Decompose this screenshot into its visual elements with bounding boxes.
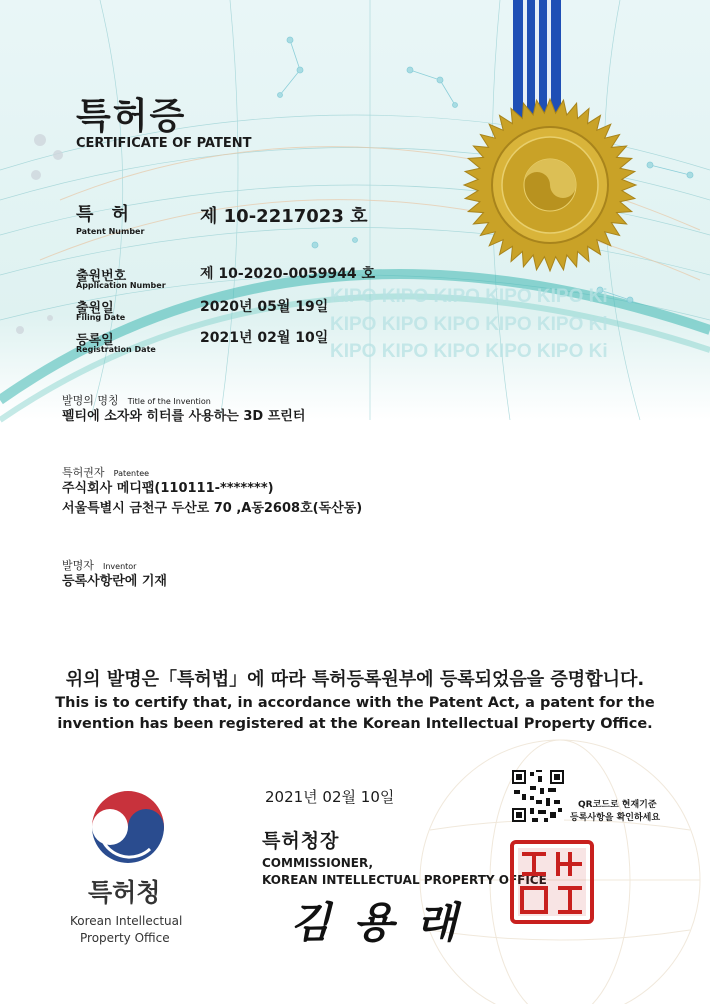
logo-name-ko: 특허청 bbox=[88, 878, 161, 907]
issue-date: 2021년 02월 10일 bbox=[265, 788, 395, 806]
patentee-address: 서울특별시 금천구 두산로 70 ,A동2608호(독산동) bbox=[62, 501, 363, 516]
invention-label-en: Title of the Invention bbox=[127, 397, 211, 406]
patent-number-value: 제 10-2217023 호 bbox=[200, 206, 368, 227]
page-subtitle: CERTIFICATE OF PATENT bbox=[76, 136, 252, 151]
certification-statement-en-line1: This is to certify that, in accordance with the Patent Act, a patent for the bbox=[55, 695, 655, 711]
filing-date-label-en: Filing Date bbox=[76, 313, 126, 322]
application-number-label-en: Application Number bbox=[76, 281, 166, 290]
commissioner-title-en-line2: KOREAN INTELLECTUAL PROPERTY OFFICE bbox=[262, 873, 547, 887]
invention-title: 펠티에 소자와 히터를 사용하는 3D 프린터 bbox=[62, 409, 306, 424]
page-title: 특허증 bbox=[76, 96, 187, 137]
filing-date-label: 출원일 bbox=[76, 301, 114, 316]
inventor-value: 등록사항란에 기재 bbox=[62, 574, 167, 589]
registration-date-label: 등록일 bbox=[76, 333, 114, 348]
gold-seal-icon bbox=[462, 97, 638, 273]
qr-caption-line2: 등록사항을 확인하세요 bbox=[570, 813, 661, 823]
qr-code-icon bbox=[512, 770, 564, 822]
logo-name-en-line1: Korean Intellectual bbox=[70, 914, 183, 928]
inventor-label-ko: 발명자 bbox=[62, 559, 94, 572]
kipo-watermark: KIPO KIPO KIPO KIPO KIPO Ki bbox=[330, 286, 608, 307]
patentee-name: 주식회사 메디팹(110111-*******) bbox=[62, 481, 274, 496]
red-stamp-icon bbox=[510, 840, 594, 924]
patentee-label-en: Patentee bbox=[113, 469, 150, 478]
qr-caption-line1: QR코드로 현재기준 bbox=[578, 800, 657, 810]
invention-label-ko: 발명의 명칭 bbox=[62, 394, 119, 407]
commissioner-title-en-line1: COMMISSIONER, bbox=[262, 856, 374, 870]
patentee-label-ko: 특허권자 bbox=[62, 466, 105, 479]
application-number-label: 출원번호 bbox=[76, 269, 127, 284]
kipo-watermark: KIPO KIPO KIPO KIPO KIPO Ki bbox=[330, 314, 608, 335]
registration-date-label-en: Registration Date bbox=[76, 345, 156, 354]
kipo-watermark: KIPO KIPO KIPO KIPO KIPO Ki bbox=[330, 341, 608, 362]
commissioner-signature: 김 용 래 bbox=[290, 898, 461, 947]
logo-name-en-line2: Property Office bbox=[80, 931, 170, 945]
certification-statement-ko: 위의 발명은「특허법」에 따라 특허등록원부에 등록되었음을 증명합니다. bbox=[65, 669, 645, 690]
patent-number-label: 특 허 bbox=[76, 204, 136, 225]
commissioner-title-ko: 특허청장 bbox=[262, 830, 340, 852]
filing-date-value: 2020년 05월 19일 bbox=[200, 299, 329, 315]
patent-number-label-en: Patent Number bbox=[76, 227, 145, 236]
inventor-label-en: Inventor bbox=[102, 562, 137, 571]
kipo-logo-icon bbox=[86, 785, 170, 869]
application-number-value: 제 10-2020-0059944 호 bbox=[200, 266, 376, 282]
certification-statement-en-line2: invention has been registered at the Korean Intellectual Property Office. bbox=[57, 716, 653, 732]
registration-date-value: 2021년 02월 10일 bbox=[200, 330, 329, 346]
